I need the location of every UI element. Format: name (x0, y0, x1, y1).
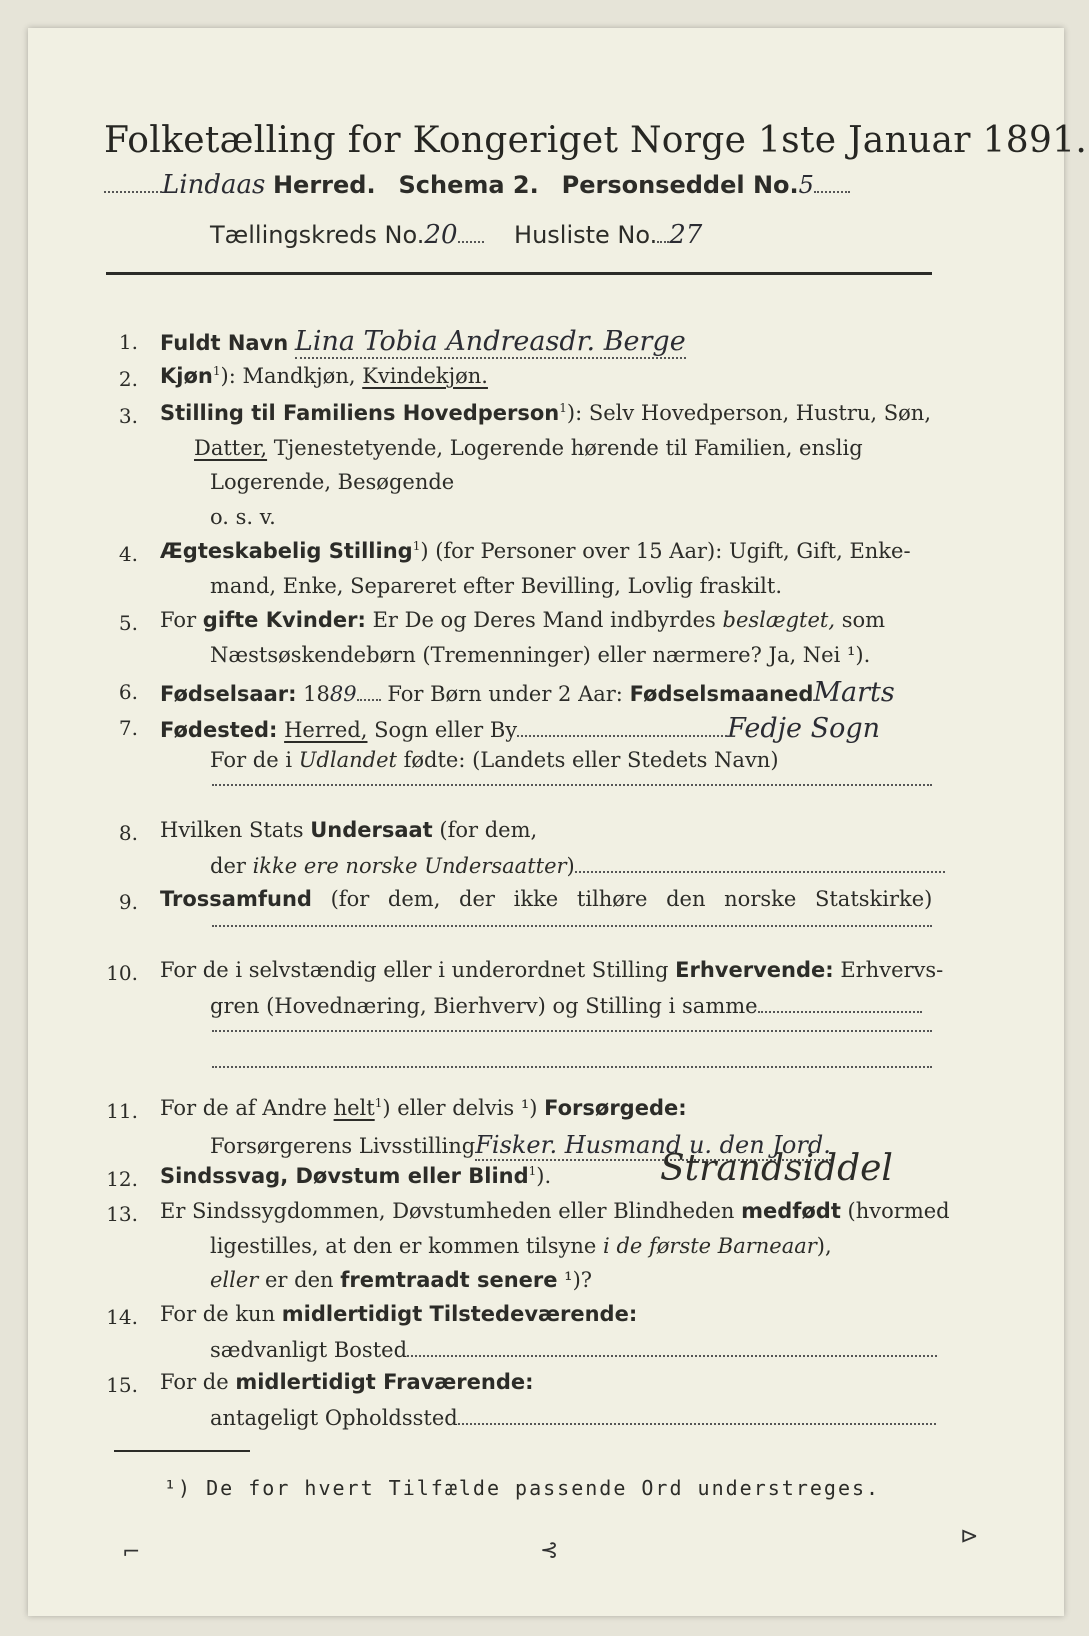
answer-line (212, 784, 932, 786)
disability-row: Sindssvag, Døvstum eller Blind$^1$). (160, 1164, 552, 1188)
religion-row: Trossamfund (for dem, der ikke tilhøre den norske Statskirke) (160, 887, 933, 911)
gender-label: Kjøn (160, 364, 213, 388)
residence-row: sædvanligt Bosted (210, 1337, 937, 1362)
birthplace-label: Fødested: (160, 718, 278, 742)
kreds-value: 20 (424, 220, 458, 250)
stay-row: antageligt Opholdssted (210, 1405, 936, 1430)
birth-year-label: Fødselsaar: (160, 682, 297, 706)
birth-year-value: 89 (329, 682, 357, 706)
item-number: 4. (118, 542, 138, 566)
marital-options-1: ) (for Personer over 15 Aar): Ugift, Gift, Enke- (420, 539, 911, 563)
birthplace-row: Fødested: Herred, Sogn eller By Fedje Sogn (160, 713, 881, 744)
item-number: 3. (118, 404, 138, 428)
answer-line (212, 925, 932, 927)
disability-answer: Strandsiddel (660, 1148, 893, 1189)
item-number: 8. (118, 821, 138, 845)
marital-options-2: mand, Enke, Separeret efter Bevilling, Lovlig fraskilt. (210, 574, 783, 598)
husliste-label: Husliste No. (514, 221, 658, 249)
temporary-absent-label: midlertidigt Fraværende: (235, 1370, 534, 1394)
position-options-1: ): Selv Hovedperson, Hustru, Søn, (566, 401, 931, 425)
provider-occupation-value: Fisker. Husmand u. den Jord. (475, 1131, 831, 1159)
kreds-line (210, 220, 702, 250)
husliste-value: 27 (669, 220, 703, 250)
temporary-present-row: For de kun midlertidigt Tilstedeværende: (160, 1302, 638, 1326)
occupation-label: Erhvervende: (675, 958, 834, 982)
kreds-label: Tællingskreds No. (210, 221, 425, 249)
birth-month-label: Fødselsmaaned (629, 682, 814, 706)
item-number: 14. (106, 1305, 138, 1329)
item-number: 7. (118, 716, 138, 740)
supported-row: For de af Andre helt$^1$) eller delvis ¹) Forsørgede: (160, 1096, 687, 1120)
footnote-ref: 1 (212, 364, 221, 378)
marital-row: Ægteskabelig Stilling$^1$) (for Personer over 15 Aar): Ugift, Gift, Enke- (160, 539, 911, 563)
item-number: 5. (118, 611, 138, 635)
gender-selected: Kvindekjøn. (362, 364, 488, 388)
full-name-value: Lina Tobia Andreasdr. Berge (294, 326, 686, 357)
item-number: 9. (118, 890, 138, 914)
footnote: ¹) De for hvert Tilfælde passende Ord understreges. (164, 1476, 881, 1500)
item-number: 11. (106, 1099, 138, 1123)
supported-selected: helt (333, 1096, 375, 1120)
center-mark: ⊰ (540, 1538, 559, 1563)
congenital-row-3: eller er den fremtraadt senere ¹)? (210, 1268, 593, 1292)
citizenship-row: Hvilken Stats Undersaat (for dem, (160, 818, 538, 842)
position-options-2: Tjenestetyende, Logerende hørende til Familien, enslig (267, 436, 863, 460)
later-label: fremtraadt senere (340, 1268, 558, 1292)
item-number: 6. (118, 680, 138, 704)
congenital-row: Er Sindssygdommen, Døvstumheden eller Blindheden medfødt (hvormed (160, 1199, 950, 1223)
provider-row: Forsørgerens LivsstillingFisker. Husmand u. den Jord. (210, 1131, 831, 1159)
full-name-label: Fuldt Navn (160, 331, 289, 355)
herred-value: Lindaas (162, 170, 266, 200)
married-women-label: gifte Kvinder: (202, 608, 366, 632)
item-number: 13. (106, 1202, 138, 1226)
header-rule (106, 272, 932, 275)
answer-line (212, 1030, 932, 1032)
religion-label: Trossamfund (160, 887, 312, 911)
answer-line (212, 1066, 932, 1068)
item-number: 12. (106, 1167, 138, 1191)
position-label: Stilling til Familiens Hovedperson (160, 401, 560, 425)
item-number: 2. (118, 367, 138, 391)
item-number: 15. (106, 1373, 138, 1397)
occupation-row: For de i selvstændig eller i underordnet Stilling Erhvervende: Erhvervs- (160, 958, 944, 982)
birth-month-value: Marts (813, 677, 895, 708)
corner-mark-right: ⊳ (960, 1524, 979, 1549)
gender-row (160, 364, 488, 388)
footnote-rule (114, 1450, 250, 1452)
abroad-row: For de i Udlandet fødte: (Landets eller Stedets Navn) (210, 748, 779, 772)
birthplace-selected: Herred, (284, 718, 368, 742)
married-women-question: Næstsøskendebørn (Tremenninger) eller nærmere? Ja, Nei ¹). (210, 643, 871, 667)
birthplace-value: Fedje Sogn (727, 713, 881, 744)
schema-label: Schema 2. (398, 171, 539, 199)
position-row: Stilling til Familiens Hovedperson$^1$): Selv Hovedperson, Hustru, Søn, (160, 401, 931, 425)
position-row-2 (194, 436, 863, 460)
disability-label: Sindssvag, Døvstum eller Blind (160, 1164, 529, 1188)
item-number: 10. (106, 961, 138, 985)
congenital-label: medfødt (741, 1199, 841, 1223)
citizenship-row-2: der ikke ere norske Undersaatter) (210, 853, 945, 878)
position-options-3: Logerende, Besøgende (210, 470, 455, 494)
corner-mark-left: ⌐ (122, 1540, 141, 1565)
congenital-row-2: ligestilles, at den er kommen tilsyne i de første Barneaar), (210, 1234, 832, 1258)
personseddel-value: 5 (798, 171, 814, 199)
item-number: 1. (118, 330, 138, 354)
marital-label: Ægteskabelig Stilling (160, 539, 413, 563)
occupation-row-2: gren (Hovednæring, Bierhverv) og Stilling i samme (210, 993, 922, 1018)
supported-label: Forsørgede: (544, 1096, 687, 1120)
temporary-present-label: midlertidigt Tilstedeværende: (281, 1302, 638, 1326)
herred-label: Herred. (272, 171, 376, 199)
full-name-row (160, 326, 686, 357)
gender-options: ): Mandkjøn, (220, 364, 363, 388)
position-selected: Datter, (194, 436, 268, 460)
citizenship-label: Undersaat (310, 818, 433, 842)
temporary-absent-row: For de midlertidigt Fraværende: (160, 1370, 534, 1394)
personseddel-label: Personseddel No. (561, 171, 799, 199)
birth-year-row: Fødselsaar: 1889 For Børn under 2 Aar: FødselsmaanedMarts (160, 677, 895, 708)
position-options-4: o. s. v. (210, 505, 276, 529)
herred-line (104, 170, 850, 200)
married-women-row: For gifte Kvinder: Er De og Deres Mand indbyrdes beslægtet, som (160, 608, 886, 632)
form-title: Folketælling for Kongeriget Norge 1ste Januar 1891. (104, 120, 1088, 161)
